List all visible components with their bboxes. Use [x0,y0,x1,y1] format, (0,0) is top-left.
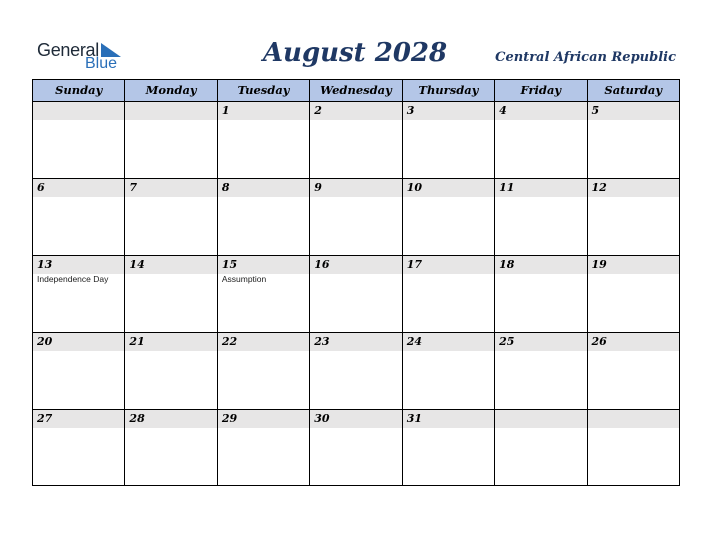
day-number: 14 [129,258,145,271]
day-number: 31 [406,412,422,425]
day-cell[interactable] [588,410,679,486]
calendar-week-row [33,410,679,486]
day-cell[interactable] [403,102,495,178]
day-number: 1 [221,104,230,117]
day-header-strip [125,102,216,120]
day-number: 16 [314,258,330,271]
day-number: 9 [314,181,322,194]
day-header-strip [495,102,586,120]
day-number: 22 [221,335,238,348]
weekday-saturday: Saturday [604,83,663,97]
day-number: 24 [406,335,422,348]
calendar-week-row [33,333,679,410]
day-number: 21 [129,335,145,348]
day-number: 27 [37,412,53,425]
day-cell[interactable] [310,256,402,332]
day-cell[interactable] [218,410,310,486]
day-cell[interactable] [495,410,587,486]
weekday-sunday: Sunday [33,80,125,101]
day-cell[interactable] [33,410,125,486]
holiday-label: Assumption [221,274,267,284]
weekday-header [33,80,679,102]
day-cell[interactable] [33,333,125,409]
day-cell[interactable] [588,333,679,409]
day-number: 13 [37,258,53,271]
day-cell[interactable] [125,410,217,486]
day-cell[interactable] [403,333,495,409]
weekday-tuesday: Tuesday [218,80,310,101]
day-cell[interactable] [403,256,495,332]
weekday-thursday: Thursday [403,80,495,101]
day-cell[interactable] [310,410,402,486]
calendar-week-row [33,102,679,179]
logo-text-blue: Blue [85,55,118,72]
day-cell[interactable] [310,333,402,409]
day-number: 20 [37,335,53,348]
day-cell[interactable] [218,179,310,255]
day-cell[interactable] [33,256,125,332]
day-cell[interactable] [125,256,217,332]
day-number: 25 [499,335,515,348]
calendar-week-row [33,179,679,256]
day-cell[interactable] [495,333,587,409]
day-number: 11 [499,181,515,194]
day-number: 12 [591,181,607,194]
day-cell[interactable] [495,102,587,178]
day-number: 5 [591,104,600,117]
day-cell[interactable] [33,102,125,178]
day-number: 29 [221,412,238,425]
day-header-strip [218,179,309,197]
day-cell[interactable] [310,102,402,178]
day-header-strip [403,102,494,120]
country-name: Central African Republic [495,50,676,65]
logo-text-general: General [37,40,99,60]
day-number: 28 [129,412,145,425]
day-cell[interactable] [125,179,217,255]
calendar-title: August 2028 [262,38,448,68]
day-cell[interactable] [125,333,217,409]
day-number: 19 [591,258,607,271]
day-header-strip [33,102,124,120]
day-header-strip [495,410,586,428]
holiday-label: Independence Day [37,274,109,284]
day-cell[interactable] [403,179,495,255]
weekday-wednesday: Wednesday [310,80,402,101]
day-number: 2 [314,104,322,117]
day-number: 7 [129,181,138,194]
day-header-strip [218,102,309,120]
day-number: 10 [406,181,422,194]
day-number: 23 [314,335,330,348]
day-cell[interactable] [125,102,217,178]
day-header-strip [125,179,216,197]
day-cell[interactable] [588,179,679,255]
day-cell[interactable] [588,256,679,332]
weekday-monday: Monday [125,80,217,101]
day-cell[interactable] [218,333,310,409]
day-cell[interactable] [310,179,402,255]
day-cell[interactable] [495,256,587,332]
day-number: 30 [314,412,330,425]
day-number: 18 [499,258,515,271]
day-cell[interactable] [495,179,587,255]
weekday-friday: Friday [495,80,587,101]
calendar-grid [32,79,680,486]
day-number: 8 [221,181,230,194]
day-header-strip [588,102,679,120]
day-number: 6 [37,181,45,194]
day-header-strip [33,179,124,197]
day-cell[interactable] [403,410,495,486]
day-cell[interactable] [588,102,679,178]
day-header-strip [310,179,401,197]
day-number: 17 [406,258,422,271]
day-header-strip [588,410,679,428]
calendar-week-row [33,256,679,333]
day-number: 3 [406,104,415,117]
day-cell[interactable] [33,179,125,255]
day-header-strip [310,102,401,120]
day-number: 4 [499,104,507,117]
day-cell[interactable] [218,102,310,178]
day-cell[interactable] [218,256,310,332]
day-number: 26 [591,335,607,348]
calendar-weeks [33,102,679,486]
day-number: 15 [221,258,238,271]
